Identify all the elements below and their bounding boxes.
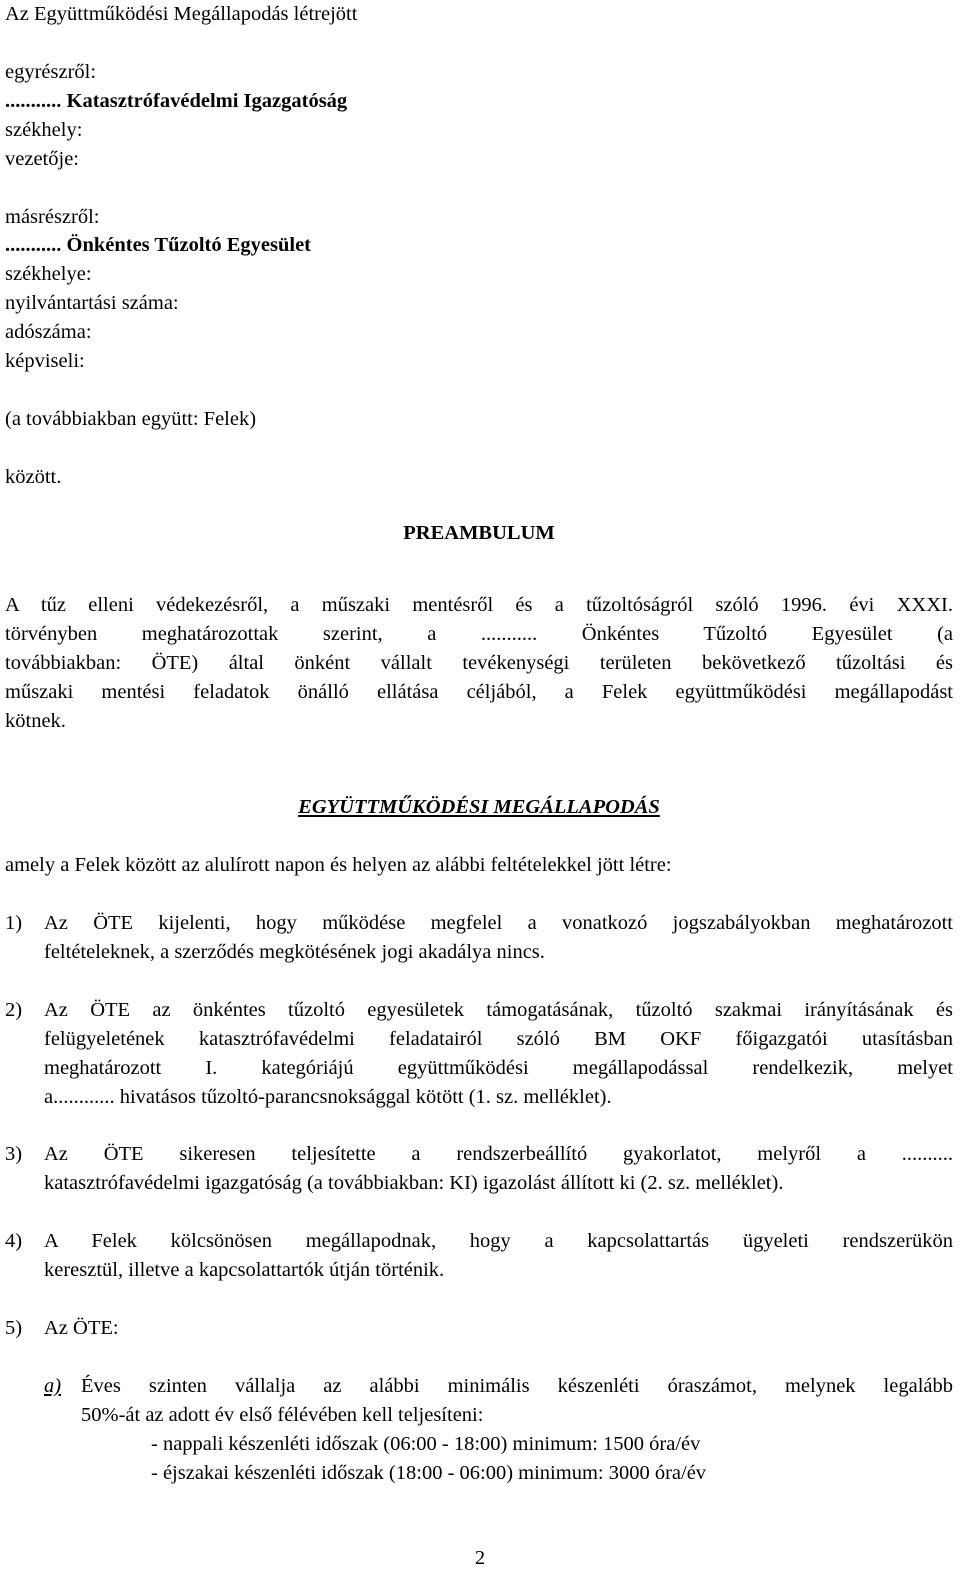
item-line: Az ÖTE sikeresen teljesítette a rendszerbeállító gyakorlatot, melyről a .......... bbox=[44, 1143, 953, 1165]
item-body bbox=[44, 909, 953, 967]
preamble-line: kötnek. bbox=[5, 710, 66, 732]
second-party-name: ........... Önkéntes Tűzoltó Egyesület bbox=[5, 234, 311, 256]
subitem-line: 50%-át az adott év első félévében kell teljesíteni: bbox=[81, 1404, 484, 1426]
preamble-line: továbbiakban: ÖTE) által önként vállalt tevékenységi területen bekövetkező tűzoltási és bbox=[5, 652, 953, 674]
item-line: felügyeletének katasztrófavédelmi feladatairól szóló BM OKF főigazgatói utasításban bbox=[44, 1028, 953, 1050]
first-party-intro: egyrészről: bbox=[5, 61, 97, 83]
item-body bbox=[44, 1227, 953, 1285]
subitem-line: Éves szinten vállalja az alábbi minimális készenléti óraszámot, melynek legalább bbox=[81, 1375, 953, 1397]
agreement-intro: amely a Felek között az alulírott napon és helyen az alábbi feltételekkel jött létre: bbox=[5, 854, 672, 876]
item-line: A Felek kölcsönösen megállapodnak, hogy a kapcsolattartás ügyeleti rendszerükön bbox=[44, 1230, 953, 1252]
second-party-seat-label: székhelye: bbox=[5, 263, 92, 285]
parties-together-note: (a továbbiakban együtt: Felek) bbox=[5, 408, 257, 430]
item-body bbox=[44, 996, 953, 1112]
item-line: Az ÖTE: bbox=[44, 1317, 119, 1339]
item-line: feltételeknek, a szerződés megkötésének jogi akadálya nincs. bbox=[44, 941, 545, 963]
preamble-line: A tűz elleni védekezésről, a műszaki mentésről és a tűzoltóságról szóló 1996. évi XXXI. bbox=[5, 594, 953, 616]
item-number: 1) bbox=[5, 912, 23, 934]
preamble-paragraph bbox=[5, 591, 953, 736]
item-line: Az ÖTE az önkéntes tűzoltó egyesületek támogatásának, tűzoltó szakmai irányításának és bbox=[44, 999, 953, 1021]
page-number: 2 bbox=[474, 1547, 486, 1569]
preamble-line: törvényben meghatározottak szerint, a ........... Önkéntes Tűzoltó Egyesület (a bbox=[5, 623, 953, 645]
second-party-representative-label: képviseli: bbox=[5, 350, 85, 372]
item-number: 5) bbox=[5, 1317, 23, 1339]
second-party-intro: másrészről: bbox=[5, 206, 100, 228]
item-body bbox=[44, 1140, 953, 1198]
first-party-seat-label: székhely: bbox=[5, 119, 83, 141]
subitem-body bbox=[81, 1372, 953, 1430]
item-line: katasztrófavédelmi igazgatóság (a továbbiakban: KI) igazolást állított ki (2. sz. melléklet). bbox=[44, 1172, 784, 1194]
second-party-tax-label: adószáma: bbox=[5, 321, 92, 343]
item-number: 4) bbox=[5, 1230, 23, 1252]
subitem-label: a) bbox=[44, 1375, 62, 1397]
day-standby-line: - nappali készenléti időszak (06:00 - 18:00) minimum: 1500 óra/év bbox=[151, 1433, 701, 1455]
item-number: 3) bbox=[5, 1143, 23, 1165]
night-standby-line: - éjszakai készenléti időszak (18:00 - 06:00) minimum: 3000 óra/év bbox=[151, 1462, 707, 1484]
item-line: keresztül, illetve a kapcsolattartók útján történik. bbox=[44, 1259, 445, 1281]
between-text: között. bbox=[5, 466, 62, 488]
preamble-heading: PREAMBULUM bbox=[403, 522, 555, 544]
first-party-head-label: vezetője: bbox=[5, 148, 79, 170]
agreement-heading: EGYÜTTMŰKÖDÉSI MEGÁLLAPODÁS bbox=[298, 796, 660, 818]
item-body bbox=[44, 1314, 953, 1343]
first-party-name: ........... Katasztrófavédelmi Igazgatóság bbox=[5, 90, 348, 112]
item-line: meghatározott I. kategóriájú együttműködési megállapodással rendelkezik, melyet bbox=[44, 1057, 953, 1079]
item-number: 2) bbox=[5, 999, 23, 1021]
second-party-registry-label: nyilvántartási száma: bbox=[5, 292, 179, 314]
item-line: Az ÖTE kijelenti, hogy működése megfelel a vonatkozó jogszabályokban meghatározott bbox=[44, 912, 953, 934]
preamble-line: műszaki mentési feladatok önálló ellátása céljából, a Felek együttműködési megállapodást bbox=[5, 681, 953, 703]
item-line: a............ hivatásos tűzoltó-parancsnoksággal kötött (1. sz. melléklet). bbox=[44, 1086, 612, 1108]
document-title: Az Együttműködési Megállapodás létrejött bbox=[5, 3, 358, 25]
